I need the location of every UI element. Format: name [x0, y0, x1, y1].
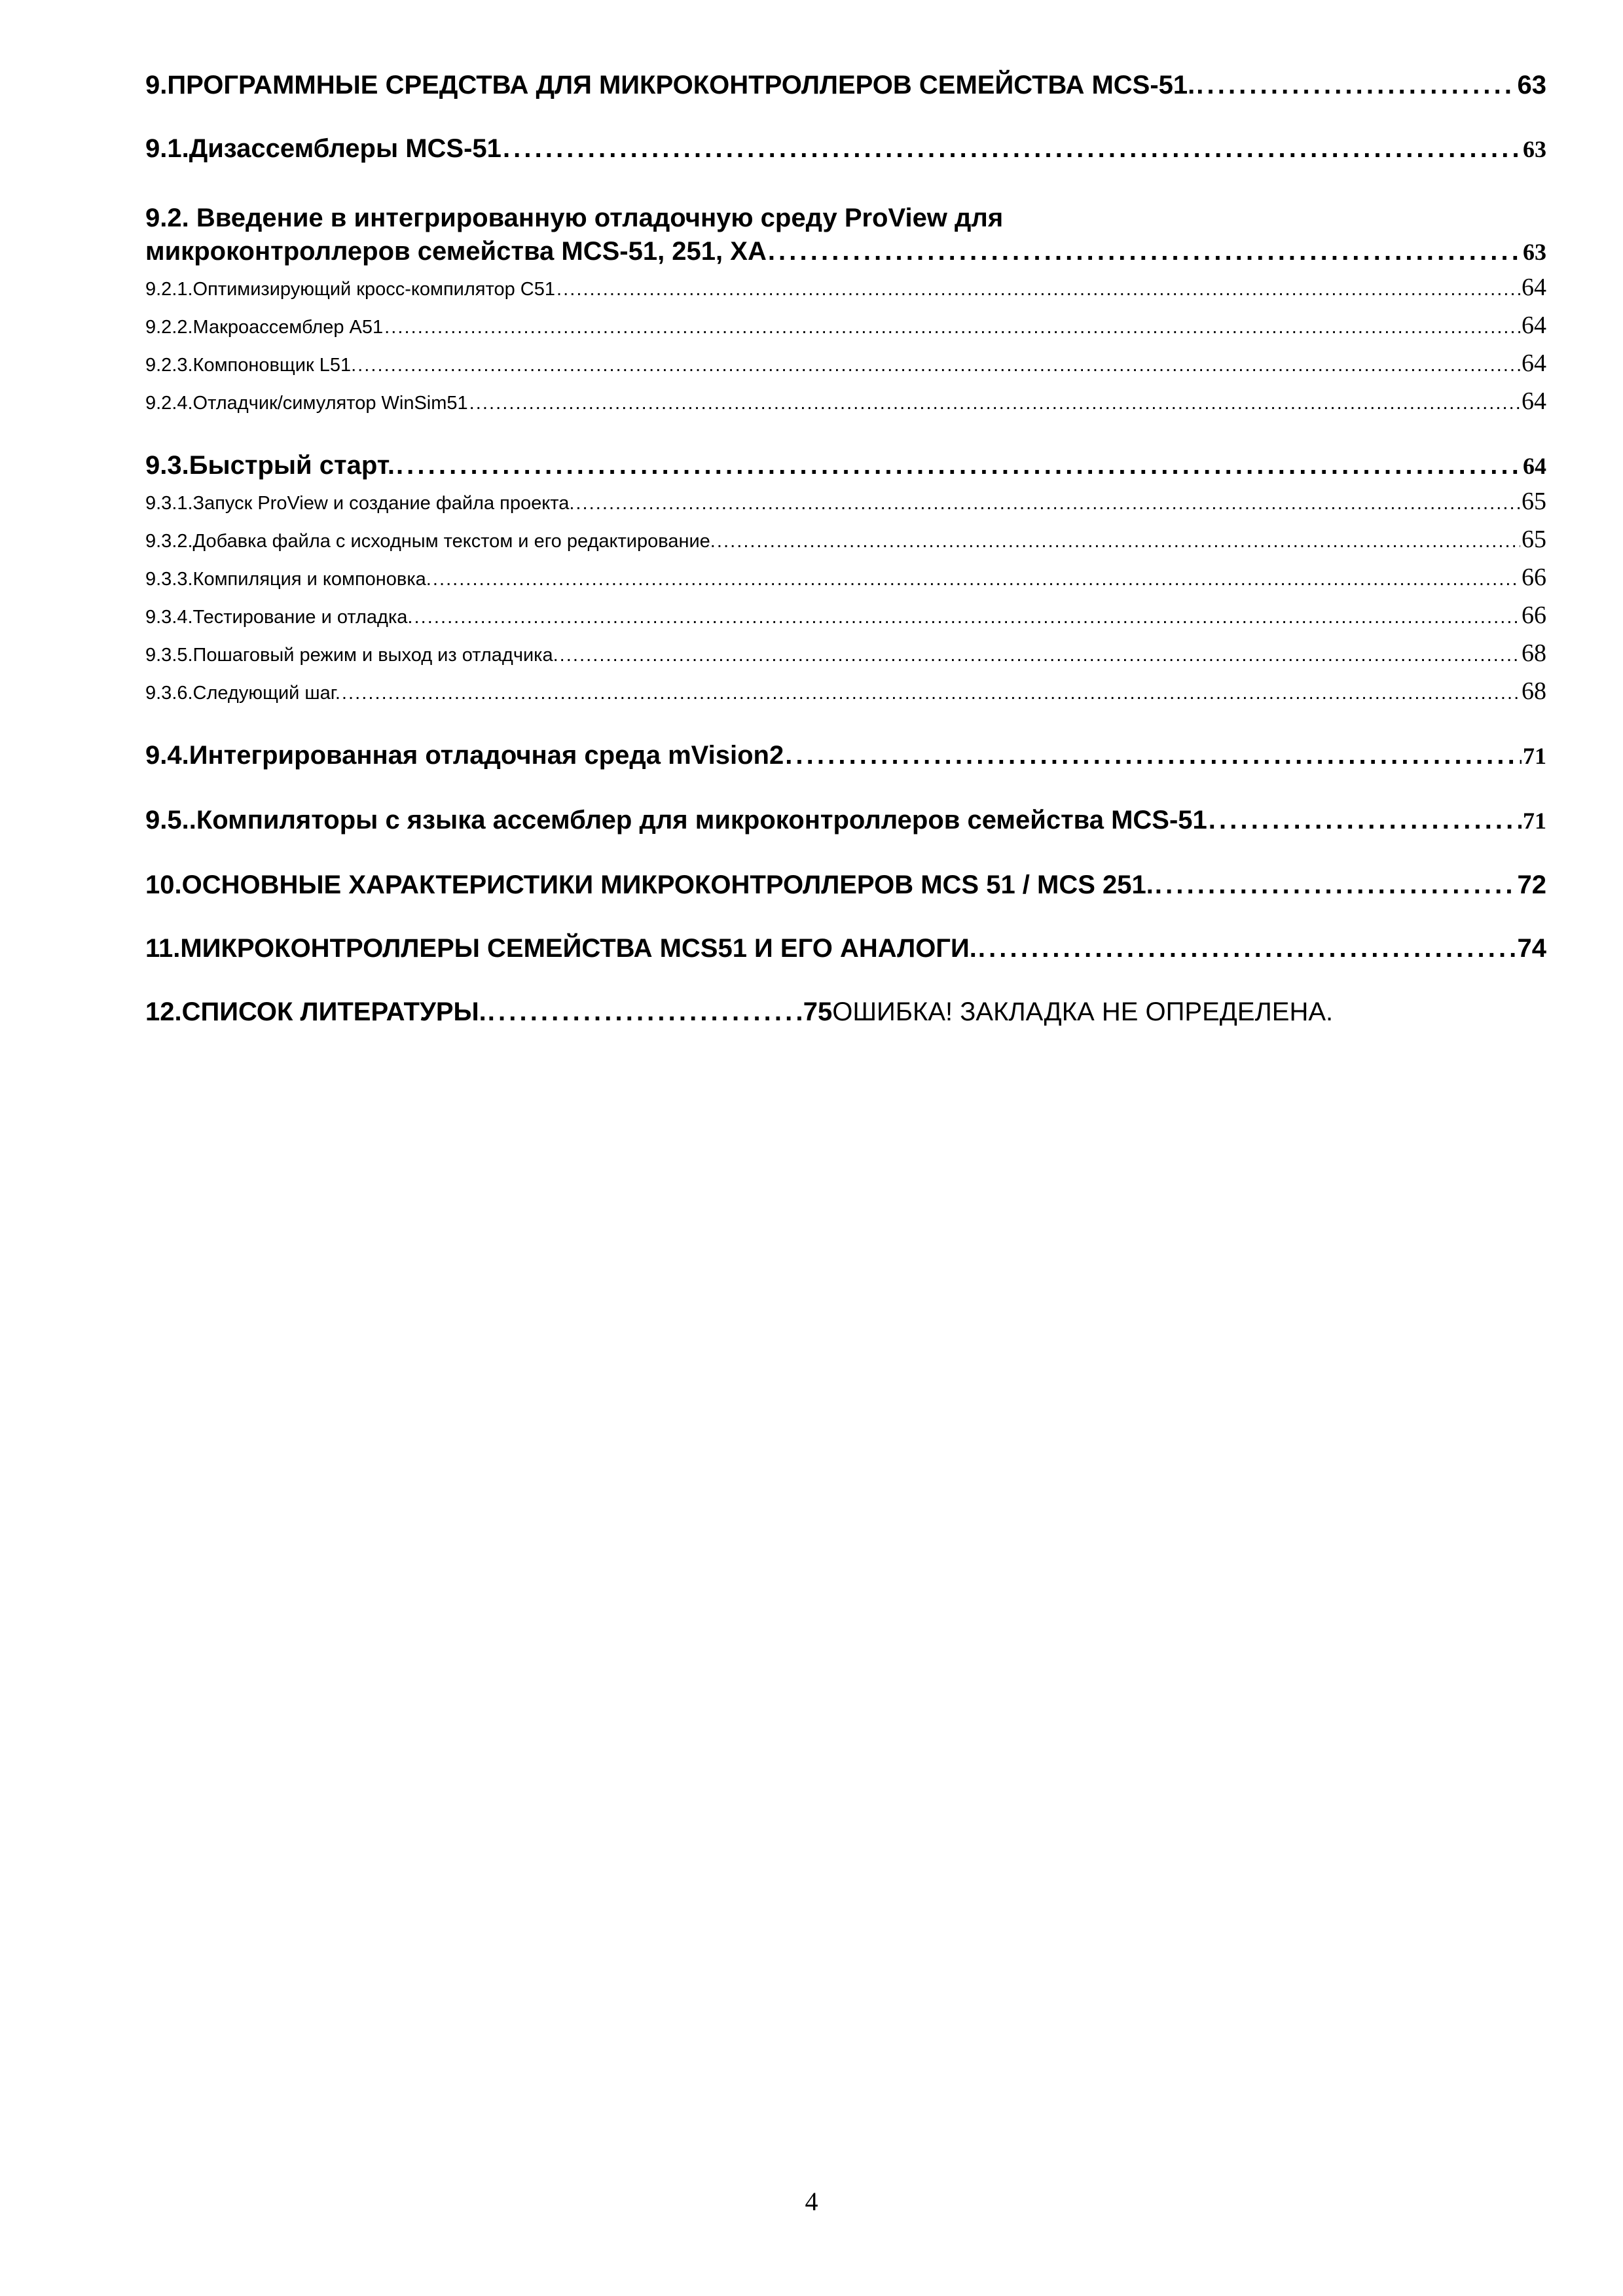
toc-entry-label: 12.СПИСОК ЛИТЕРАТУРЫ. — [145, 997, 486, 1026]
toc-entry-chapter-9[interactable] — [145, 71, 1546, 100]
toc-entry-section-9-1[interactable] — [145, 134, 1546, 164]
dot-leader — [785, 741, 1522, 770]
toc-entry-label: 9.1.Дизассемблеры MCS-51 — [145, 134, 501, 163]
toc-entry-chapter-10[interactable] — [145, 870, 1546, 900]
dot-leader — [1209, 806, 1522, 835]
toc-entry-9-2-4[interactable] — [145, 387, 1546, 416]
dot-leader — [717, 531, 1520, 552]
toc-entry-label-line2: микроконтроллеров семейства MCS-51, 251, XA — [145, 237, 767, 266]
toc-entry-label: 9.3.1.Запуск ProView и создание файла проекта. — [145, 493, 575, 514]
toc-entry-9-3-4[interactable] — [145, 601, 1546, 630]
toc-entry-label: 9.3.6.Следующий шаг. — [145, 683, 340, 704]
dot-leader — [978, 934, 1516, 963]
toc-entry-9-3-1[interactable] — [145, 487, 1546, 516]
dot-leader — [396, 451, 1522, 480]
dot-leader — [469, 393, 1520, 414]
toc-entry-page: 72 — [1517, 870, 1546, 899]
dot-leader — [433, 569, 1520, 590]
toc-entry-label: 9.4.Интегрированная отладочная среда mVision2 — [145, 741, 784, 770]
toc-entry-page: 64 — [1522, 274, 1546, 301]
toc-entry-page: 71 — [1523, 808, 1546, 834]
dot-leader — [414, 607, 1521, 628]
dot-leader — [1196, 71, 1516, 100]
toc-entry-page: 68 — [1522, 677, 1546, 705]
toc-entry-page: 68 — [1522, 639, 1546, 667]
toc-entry-page: 64 — [1522, 350, 1546, 377]
dot-leader — [488, 997, 802, 1027]
toc-entry-page: 71 — [1523, 743, 1546, 769]
toc-entry-9-3-3[interactable] — [145, 563, 1546, 592]
toc-entry-label: 10.ОСНОВНЫЕ ХАРАКТЕРИСТИКИ МИКРОКОНТРОЛЛЕРОВ MCS 51 / MCS 251. — [145, 870, 1154, 899]
bookmark-error-text: ОШИБКА! ЗАКЛАДКА НЕ ОПРЕДЕЛЕНА. — [832, 997, 1334, 1026]
toc-entry-page: 64 — [1522, 387, 1546, 415]
toc-entry-9-3-2[interactable] — [145, 525, 1546, 554]
table-of-contents — [145, 71, 1546, 1061]
toc-entry-page: 66 — [1522, 564, 1546, 591]
toc-entry-label: 9.2.4.Отладчик/симулятор WinSim51 — [145, 393, 468, 414]
dot-leader — [1155, 870, 1516, 900]
toc-entry-label: 9.2.1.Оптимизирующий кросс-компилятор C51 — [145, 279, 555, 300]
dot-leader — [384, 317, 1520, 338]
toc-entry-page: 65 — [1522, 488, 1546, 515]
toc-entry-9-2-1[interactable] — [145, 273, 1546, 302]
toc-entry-chapter-11[interactable] — [145, 934, 1546, 963]
toc-entry-label: 9.3.5.Пошаговый режим и выход из отладчика. — [145, 645, 558, 666]
dot-leader — [556, 279, 1520, 300]
toc-entry-page: 66 — [1522, 601, 1546, 629]
toc-entry-label: 9.3.Быстрый старт. — [145, 451, 395, 480]
toc-entry-9-2-3[interactable] — [145, 349, 1546, 378]
toc-entry-page: 64 — [1523, 453, 1546, 479]
toc-entry-9-3-5[interactable] — [145, 639, 1546, 668]
toc-entry-page: 65 — [1522, 526, 1546, 553]
toc-entry-page: 64 — [1522, 312, 1546, 339]
dot-leader — [768, 237, 1522, 266]
toc-entry-label-line1: 9.2. Введение в интегрированную отладочную среду ProView для — [145, 204, 1004, 232]
toc-entry-label: 9.ПРОГРАММНЫЕ СРЕДСТВА ДЛЯ МИКРОКОНТРОЛЛЕРОВ СЕМЕЙСТВА MCS-51. — [145, 71, 1195, 99]
toc-entry-label: 9.2.3.Компоновщик L51. — [145, 355, 357, 376]
toc-entry-section-9-5[interactable] — [145, 806, 1546, 835]
toc-entry-page: 63 — [1517, 71, 1546, 99]
toc-entry-page: 63 — [1523, 239, 1546, 265]
toc-entry-9-2-2[interactable] — [145, 311, 1546, 340]
dot-leader — [575, 493, 1520, 514]
toc-entry-label: 9.5..Компиляторы с языка ассемблер для микроконтроллеров семейства MCS-51 — [145, 806, 1207, 834]
toc-entry-label: 9.3.2.Добавка файла с исходным текстом и его редактирование. — [145, 531, 716, 552]
toc-entry-section-9-2[interactable] — [145, 199, 1546, 266]
toc-entry-section-9-3[interactable] — [145, 451, 1546, 480]
toc-entry-page: 74 — [1517, 934, 1546, 963]
dot-leader — [342, 683, 1520, 704]
dot-leader — [560, 645, 1520, 666]
page-number: 4 — [805, 2187, 818, 2216]
toc-entry-label: 9.2.2.Макроассемблер A51 — [145, 317, 384, 338]
toc-entry-chapter-12[interactable] — [145, 997, 1546, 1027]
toc-entry-label: 9.3.4.Тестирование и отладка. — [145, 607, 413, 628]
toc-entry-section-9-4[interactable] — [145, 741, 1546, 770]
toc-entry-9-3-6[interactable] — [145, 677, 1546, 706]
toc-entry-page: 63 — [1523, 136, 1546, 162]
toc-entry-label: 9.3.3.Компиляция и компоновка. — [145, 569, 431, 590]
toc-entry-page: 75 — [803, 997, 833, 1026]
toc-entry-label: 11.МИКРОКОНТРОЛЛЕРЫ СЕМЕЙСТВА MCS51 И ЕГО АНАЛОГИ. — [145, 934, 977, 963]
dot-leader — [357, 355, 1520, 376]
dot-leader — [503, 134, 1522, 164]
